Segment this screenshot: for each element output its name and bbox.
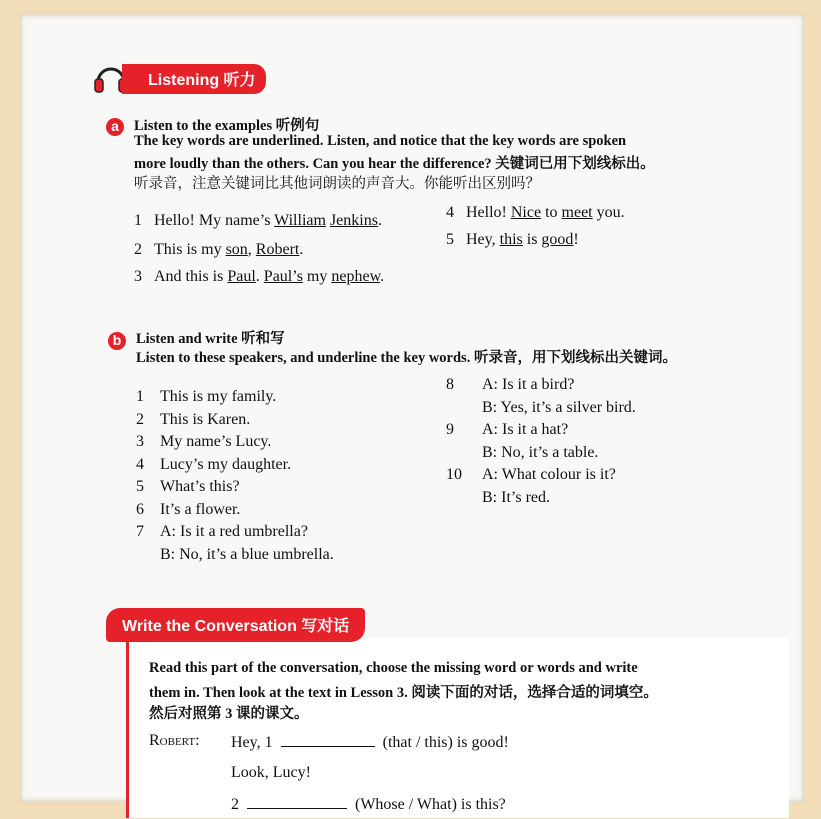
item-number: 8: [446, 376, 454, 393]
exercise-item: [136, 478, 240, 496]
example-text: my: [302, 268, 332, 285]
example-line: [134, 268, 384, 286]
conversation-line-1: [231, 732, 509, 752]
write-exercise-box: [126, 638, 789, 818]
item-number: 10: [446, 466, 462, 483]
conversation-line-3: [231, 794, 506, 814]
exercise-item: [446, 466, 616, 484]
item-text: This is Karen.: [160, 410, 251, 428]
item-text: It’s a flower.: [160, 500, 241, 518]
example-text: .: [299, 241, 304, 258]
exercise-item: [446, 399, 636, 417]
key-word: Paul’s: [263, 268, 303, 285]
section-a-mark: a: [106, 118, 124, 136]
example-number: 3: [134, 268, 142, 285]
exercise-item: [136, 433, 271, 451]
key-word: Robert: [255, 241, 300, 258]
line-1-prefix: Hey, 1: [231, 734, 273, 751]
example-text: Hello!: [466, 204, 511, 221]
example-text: This is my: [154, 241, 226, 258]
example-text: Hello! My name’s: [154, 212, 275, 229]
exercise-item: [136, 456, 291, 474]
exercise-item: [136, 546, 334, 564]
item-number: 2: [136, 410, 144, 428]
item-number: 5: [136, 478, 144, 495]
key-word: Jenkins: [329, 212, 378, 229]
key-word: this: [499, 231, 523, 248]
example-number: 1: [134, 212, 142, 229]
example-text: .: [255, 268, 264, 285]
example-text: Hey,: [466, 231, 500, 248]
exercise-item: [136, 501, 240, 519]
example-number: 5: [446, 231, 454, 248]
item-number: 6: [136, 500, 144, 518]
example-text: ,: [247, 241, 256, 258]
item-text: B: No, it’s a blue umbrella.: [160, 545, 334, 563]
line-3-options: (Whose / What) is this?: [355, 796, 506, 813]
key-word: nephew: [331, 268, 381, 285]
section-b-title: Listen and write 听和写: [136, 331, 285, 347]
item-text: My name’s Lucy.: [160, 433, 272, 450]
write-instruction-2: them in. Then look at the text in Lesson 3. 阅读下面的对话，选择合适的词填空。: [149, 685, 658, 701]
key-word: son: [225, 241, 248, 258]
key-word: William: [274, 212, 326, 229]
section-a-title: Listen to the examples 听例句: [134, 118, 320, 134]
example-text: !: [573, 231, 579, 248]
item-text: A: Is it a bird?: [482, 376, 575, 393]
line-3-number: 2: [231, 796, 239, 813]
item-text: What’s this?: [160, 478, 240, 495]
example-line: [446, 231, 579, 249]
item-text: A: Is it a hat?: [482, 421, 569, 438]
exercise-item: [446, 489, 550, 507]
example-line: [134, 212, 382, 230]
example-number: 4: [446, 204, 454, 221]
example-text: you.: [592, 204, 625, 221]
exercise-item: [446, 421, 568, 439]
textbook-page: [20, 14, 804, 813]
write-instruction-3: 然后对照第 3 课的课文。: [149, 706, 309, 722]
item-text: Lucy’s my daughter.: [160, 455, 292, 473]
exercise-item: [446, 444, 598, 462]
item-text: A: What colour is it?: [482, 466, 616, 483]
item-text: This is my family.: [160, 388, 277, 405]
exercise-item: [136, 523, 308, 541]
item-text: B: Yes, it’s a silver bird.: [482, 398, 636, 416]
write-conversation-banner: Write the Conversation 写对话: [106, 608, 365, 642]
speaker-robert: Robert:: [149, 732, 200, 749]
conversation-line-2: Look, Lucy!: [231, 764, 311, 781]
item-number: 7: [136, 523, 144, 540]
example-text: And this is: [154, 268, 228, 285]
listening-banner: Listening 听力: [122, 64, 266, 94]
write-instruction-1: Read this part of the conversation, choose the missing word or words and write: [149, 660, 638, 676]
example-number: 2: [134, 241, 142, 258]
item-number: 1: [136, 388, 144, 405]
section-b-mark: b: [108, 332, 126, 350]
example-text: .: [377, 212, 382, 229]
section-a-instruction-3: 听录音，注意关键词比其他词朗读的声音大。你能听出区别吗？: [134, 176, 540, 192]
section-a-instruction-1: The key words are underlined. Listen, and notice that the key words are spoken: [134, 133, 627, 149]
exercise-item: [136, 411, 250, 429]
example-text: .: [380, 268, 385, 285]
section-a-instruction-2: more loudly than the others. Can you hear the difference? 关键词已用下划线标出。: [134, 156, 655, 172]
item-text: A: Is it a red umbrella?: [160, 523, 308, 540]
blank-2-input[interactable]: [247, 794, 347, 809]
item-number: 9: [446, 421, 454, 438]
item-number: 4: [136, 455, 144, 473]
line-1-options: (that / this) is good!: [382, 734, 509, 751]
exercise-item: [136, 388, 276, 406]
exercise-item: [446, 376, 574, 394]
blank-1-input[interactable]: [281, 732, 375, 747]
item-number: 3: [136, 433, 144, 450]
example-line: [134, 241, 303, 259]
key-word: good: [541, 231, 574, 248]
key-word: Nice: [510, 204, 542, 221]
example-line: [446, 204, 625, 222]
example-text: is: [522, 231, 542, 248]
item-text: B: No, it’s a table.: [482, 443, 599, 461]
section-b-instruction: Listen to these speakers, and underline the key words. 听录音，用下划线标出关键词。: [136, 350, 677, 366]
item-text: B: It’s red.: [482, 488, 550, 506]
key-word: Paul: [227, 268, 256, 285]
example-text: to: [541, 204, 562, 221]
key-word: meet: [561, 204, 593, 221]
